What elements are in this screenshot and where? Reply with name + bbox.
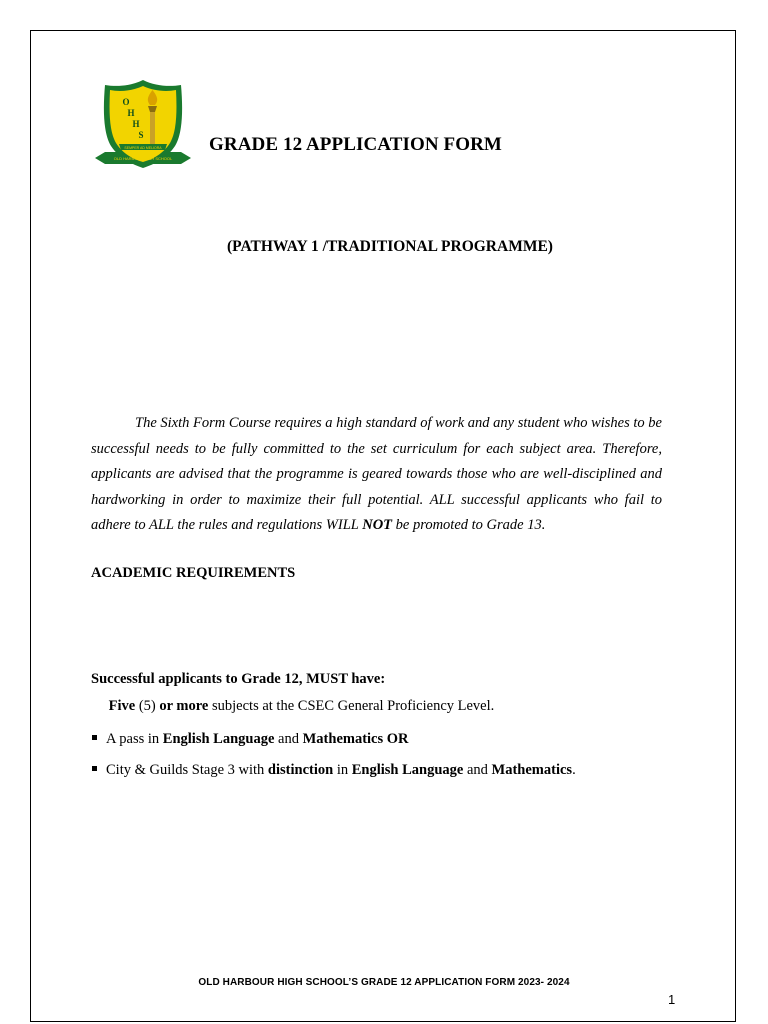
form-title: GRADE 12 APPLICATION FORM bbox=[209, 134, 502, 155]
square-bullet-icon bbox=[92, 766, 97, 771]
page-number: 1 bbox=[668, 992, 676, 1007]
school-crest-logo bbox=[93, 78, 193, 172]
svg-text:SEMPER AD MELIORA: SEMPER AD MELIORA bbox=[124, 146, 162, 150]
intro-emphasis: NOT bbox=[362, 517, 393, 533]
square-bullet-icon bbox=[92, 735, 97, 740]
requirement-item-2: A pass in English Language and Mathematics OR bbox=[91, 731, 409, 748]
intro-text-part2: be promoted to Grade 13. bbox=[392, 517, 546, 533]
svg-text:S: S bbox=[138, 130, 144, 140]
svg-text:O: O bbox=[122, 97, 130, 107]
requirement-item-3: City & Guilds Stage 3 with distinction in English Language and Mathematics. bbox=[91, 762, 576, 779]
form-subtitle: (PATHWAY 1 /TRADITIONAL PROGRAMME) bbox=[227, 238, 553, 255]
academic-requirements-heading: ACADEMIC REQUIREMENTS bbox=[91, 565, 296, 581]
intro-text-part1: The Sixth Form Course requires a high standard of work and any student who wishes to be successful needs to be fully committed to the set curriculum for each subject area. Therefore, applicants are advised that the programme is geared towards those who are well-disciplined and hardworking in order to maximize their full potential. ALL successful applicants who fail to adhere to ALL the rules and regulations WILL bbox=[91, 415, 662, 533]
svg-text:H: H bbox=[127, 108, 135, 118]
svg-text:H: H bbox=[132, 119, 140, 129]
requirements-intro: Successful applicants to Grade 12, MUST have: bbox=[91, 671, 386, 687]
intro-paragraph bbox=[91, 411, 662, 539]
page-footer: OLD HARBOUR HIGH SCHOOL’S GRADE 12 APPLICATION FORM 2023- 2024 bbox=[198, 977, 570, 988]
svg-text:OLD HARBOUR HIGH SCHOOL: OLD HARBOUR HIGH SCHOOL bbox=[113, 156, 173, 161]
requirement-item-1: Five (5) or more subjects at the CSEC General Proficiency Level. bbox=[108, 698, 495, 714]
